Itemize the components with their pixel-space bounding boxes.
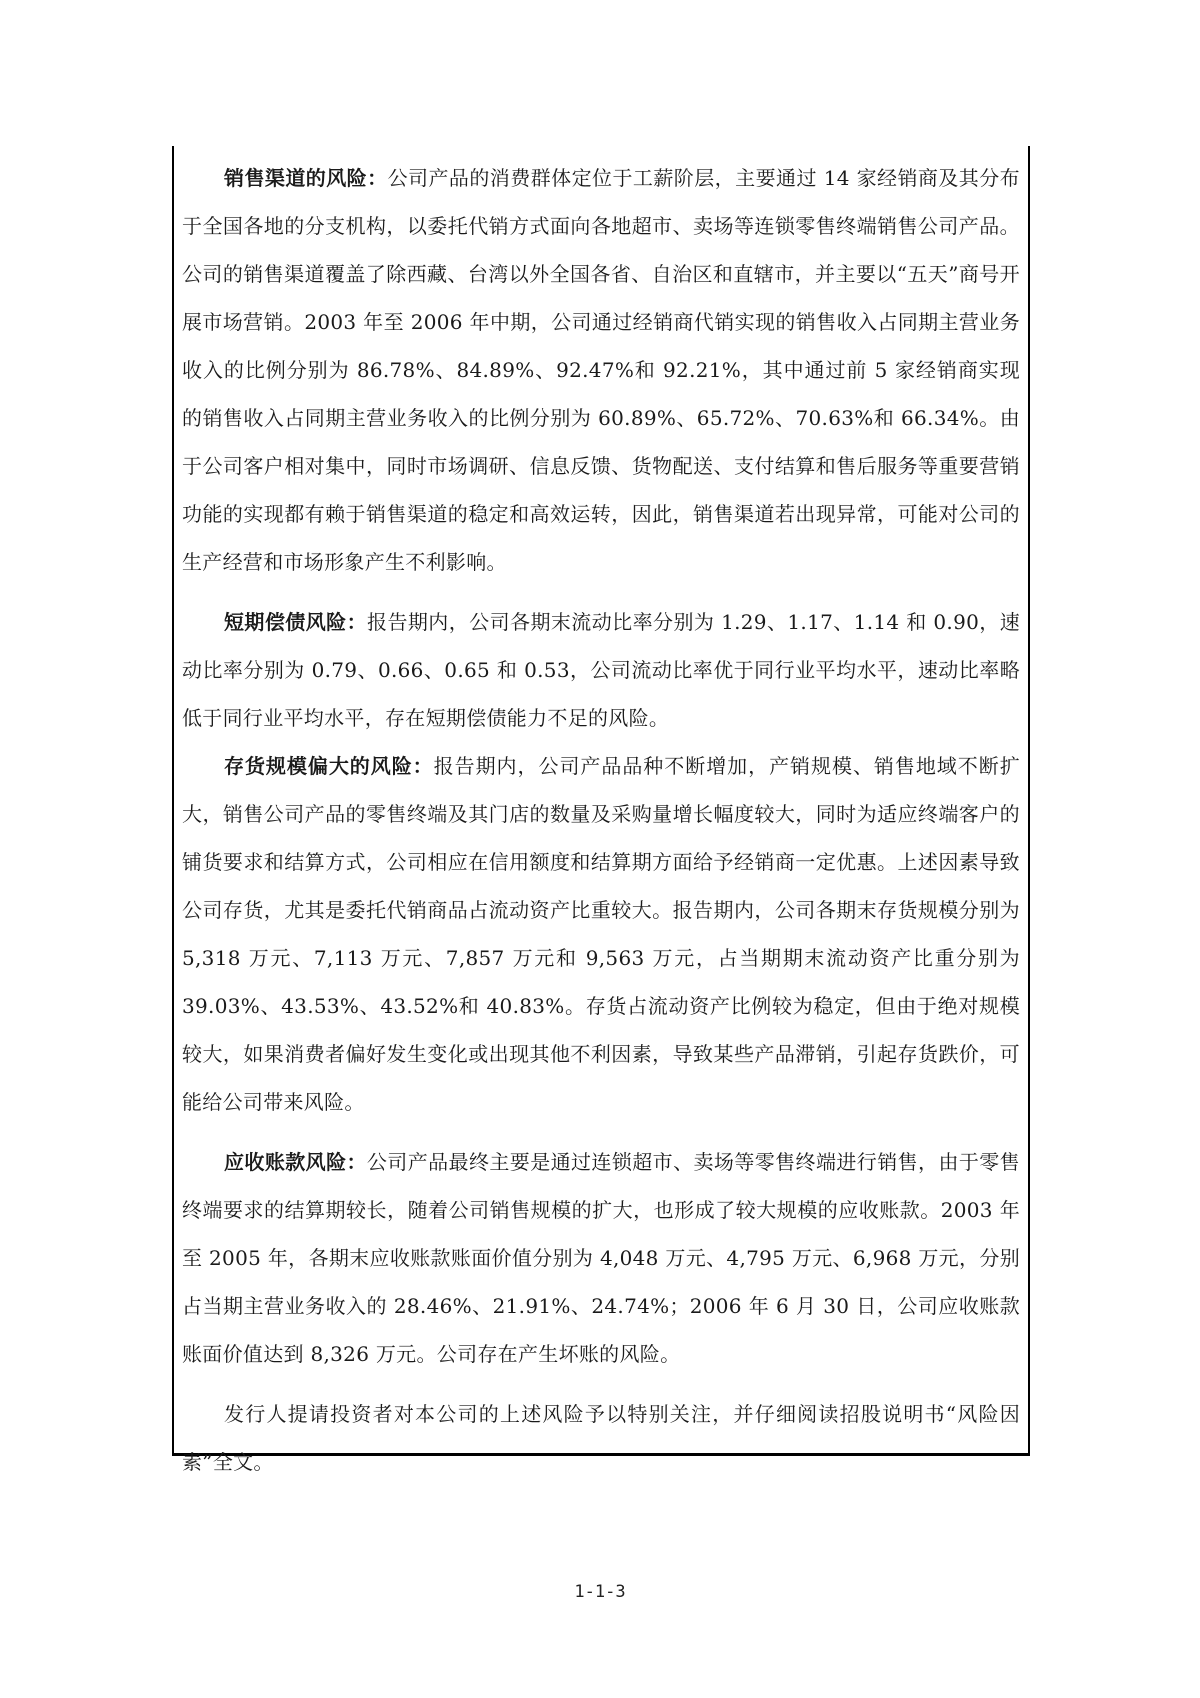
section-body: 报告期内，公司产品品种不断增加，产销规模、销售地域不断扩大，销售公司产品的零售终端及其门店的数量及采购量增长幅度较大，同时为适应终端客户的铺货要求和结算方式，公司相应在信用额度和结算期方面给予经销商一定优惠。上述因素导致公司存货，尤其是委托代销商品占流动资产比重较大。报告期内，公司各期末存货规模分别为 5,318 万元、7,113 万元、7,857 万元和 9,563 万元，占当期期末流动资产比重分别为 39.03%、43.53%、43.52%和 40.83%。存货占流动资产比例较为稳定，但由于绝对规模较大，如果消费者偏好发生变化或出现其他不利因素，导致某些产品滞销，引起存货跌价，可能给公司带来风险。 xyxy=(182,754,1021,1114)
closing-paragraph: 发行人提请投资者对本公司的上述风险予以特别关注，并仔细阅读招股说明书“风险因素”全文。 xyxy=(182,1402,1020,1474)
section-inventory-risk xyxy=(182,742,1020,1126)
section-heading: 应收账款风险： xyxy=(224,1150,367,1174)
section-short-term-solvency-risk xyxy=(182,598,1020,742)
section-body: 公司产品最终主要是通过连锁超市、卖场等零售终端进行销售，由于零售终端要求的结算期较长，随着公司销售规模的扩大，也形成了较大规模的应收账款。2003 年至 2005 年，各期末应收账款账面价值分别为 4,048 万元、4,795 万元、6,968 万元，分别占当期主营业务收入的 28.46%、21.91%、24.74%；2006 年 6 月 30 日，公司应收账款账面价值达到 8,326 万元。公司存在产生坏账的风险。 xyxy=(182,1150,1020,1366)
page-number: 1-1-3 xyxy=(574,1582,626,1602)
section-body: 公司产品的消费群体定位于工薪阶层，主要通过 14 家经销商及其分布于全国各地的分支机构，以委托代销方式面向各地超市、卖场等连锁零售终端销售公司产品。公司的销售渠道覆盖了除西藏、台湾以外全国各省、自治区和直辖市，并主要以“五天”商号开展市场营销。2003 年至 2006 年中期，公司通过经销商代销实现的销售收入占同期主营业务收入的比例分别为 86.78%、84.89%、92.47%和 92.21%，其中通过前 5 家经销商实现的销售收入占同期主营业务收入的比例分别为 60.89%、65.72%、70.63%和 66.34%。由于公司客户相对集中，同时市场调研、信息反馈、货物配送、支付结算和售后服务等重要营销功能的实现都有赖于销售渠道的稳定和高效运转，因此，销售渠道若出现异常，可能对公司的生产经营和市场形象产生不利影响。 xyxy=(182,166,1020,574)
section-receivables-risk xyxy=(182,1138,1020,1378)
section-heading: 存货规模偏大的风险： xyxy=(224,754,434,778)
section-heading: 短期偿债风险： xyxy=(224,610,368,634)
risk-factors-box xyxy=(172,146,1030,1474)
section-body: 报告期内，公司各期末流动比率分别为 1.29、1.17、1.14 和 0.90，速动比率分别为 0.79、0.66、0.65 和 0.53，公司流动比率优于同行业平均水平，速动比率略低于同行业平均水平，存在短期偿债能力不足的风险。 xyxy=(182,610,1020,730)
section-sales-channel-risk xyxy=(182,154,1020,586)
section-heading: 销售渠道的风险： xyxy=(224,166,388,190)
